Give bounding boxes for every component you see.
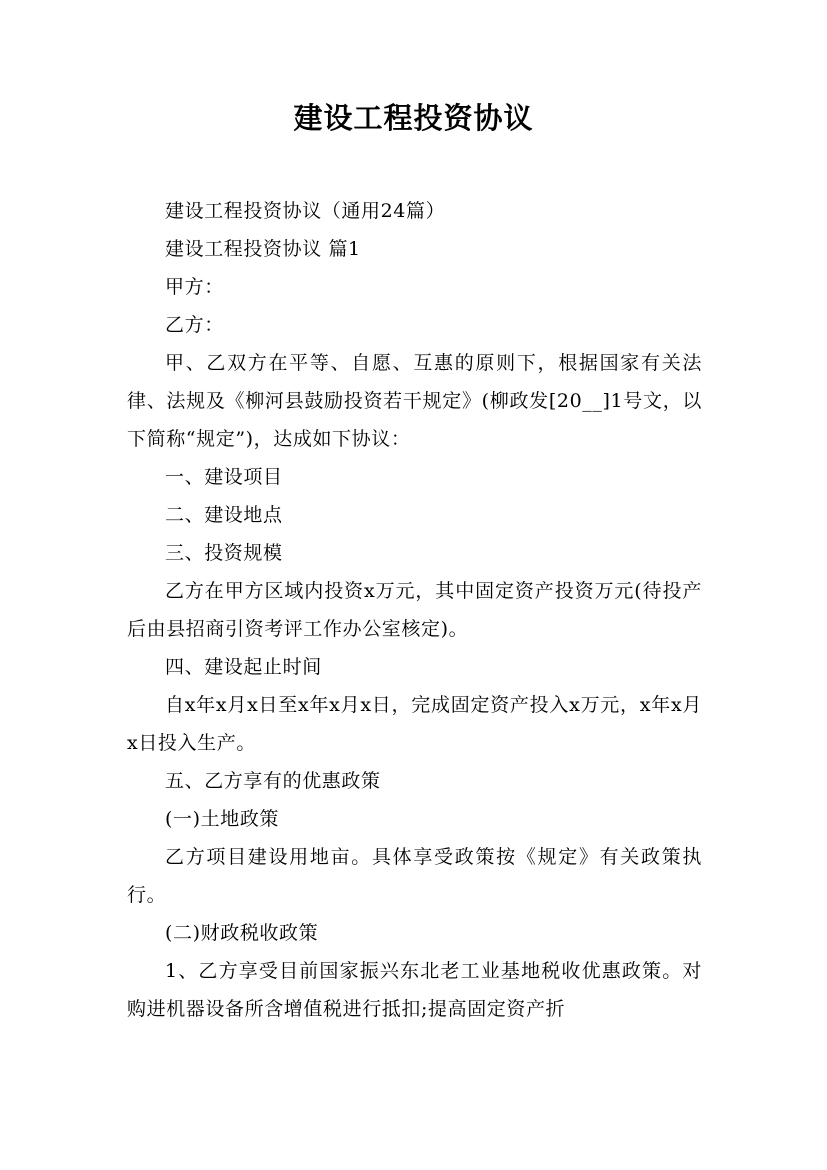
document-title: 建设工程投资协议 [293, 101, 534, 135]
document-body [127, 192, 702, 1028]
paragraph-heading-scale: 三、投资规模 [165, 542, 283, 564]
paragraph-party-b: 乙方： [165, 314, 224, 336]
paragraph-subtitle: 建设工程投资协议（通用24篇） [165, 200, 446, 222]
paragraph-investment: 乙方在甲方区域内投资x万元，其中固定资产投资万元(待投产后由县招商引资考评工作办公室核定)。 [127, 580, 702, 640]
paragraph-tax: 1、乙方享受目前国家振兴东北老工业基地税收优惠政策。对购进机器设备所含增值税进行抵扣;提高固定资产折 [127, 960, 702, 1020]
paragraph-heading-location: 二、建设地点 [165, 504, 283, 526]
paragraph-party-a: 甲方： [165, 276, 224, 298]
paragraph-heading-tax: (二)财政税收政策 [165, 922, 319, 944]
paragraph-land: 乙方项目建设用地亩。具体享受政策按《规定》有关政策执行。 [127, 846, 702, 906]
paragraph-heading-land: (一)土地政策 [165, 808, 280, 830]
paragraph-heading-policies: 五、乙方享有的优惠政策 [165, 770, 381, 792]
paragraph-preamble: 甲、乙双方在平等、自愿、互惠的原则下，根据国家有关法律、法规及《柳河县鼓励投资若干规定》(柳政发[20__]1号文，以下简称“规定”)，达成如下协议： [127, 352, 702, 450]
paragraph-period: 自x年x月x日至x年x月x日，完成固定资产投入x万元，x年x月x日投入生产。 [127, 694, 702, 754]
paragraph-section-heading: 建设工程投资协议 篇1 [165, 238, 361, 260]
paragraph-heading-period: 四、建设起止时间 [165, 656, 322, 678]
paragraph-heading-project: 一、建设项目 [165, 466, 283, 488]
